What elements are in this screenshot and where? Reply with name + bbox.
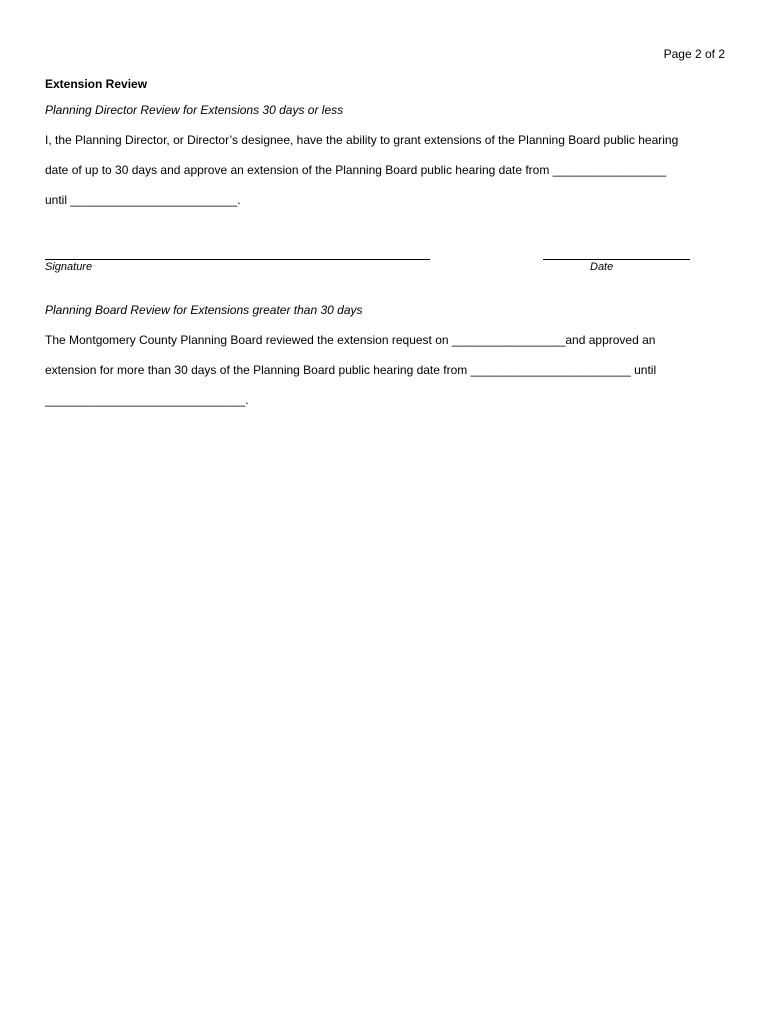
signature-field[interactable] — [45, 259, 430, 260]
director-review-paragraph-line-1: I, the Planning Director, or Director’s designee, have the ability to grant extensions of the Planning Board public hearing — [45, 133, 679, 147]
request-date-field[interactable]: _________________ — [451, 333, 566, 347]
until-label: until — [45, 193, 71, 207]
board-review-text-2: extension for more than 30 days of the Planning Board public hearing date from — [45, 363, 471, 377]
board-review-subtitle: Planning Board Review for Extensions greater than 30 days — [45, 303, 363, 317]
from-date-field[interactable]: _________________ — [552, 163, 667, 177]
board-review-text: The Montgomery County Planning Board reviewed the extension request on — [45, 333, 452, 347]
until-label-2: until — [630, 363, 657, 377]
board-until-date-field[interactable]: ______________________________ — [45, 393, 246, 407]
director-review-paragraph-line-2 — [45, 163, 666, 177]
director-review-subtitle: Planning Director Review for Extensions 30 days or less — [45, 103, 344, 117]
board-review-text-suffix: and approved an — [565, 333, 656, 347]
director-review-paragraph-line-3 — [45, 193, 241, 207]
board-from-date-field[interactable]: ________________________ — [470, 363, 631, 377]
page-number: Page 2 of 2 — [663, 47, 725, 61]
date-label: Date — [590, 261, 614, 273]
board-review-paragraph-line-3 — [45, 393, 249, 407]
date-field[interactable] — [543, 259, 690, 260]
period-2: . — [245, 393, 249, 407]
director-review-text: date of up to 30 days and approve an extension of the Planning Board public hearing date from — [45, 163, 553, 177]
board-review-paragraph-line-2 — [45, 363, 656, 377]
period: . — [237, 193, 241, 207]
board-review-paragraph-line-1 — [45, 333, 655, 347]
until-date-field[interactable]: _________________________ — [70, 193, 238, 207]
section-title: Extension Review — [45, 77, 148, 91]
signature-label: Signature — [45, 261, 93, 273]
